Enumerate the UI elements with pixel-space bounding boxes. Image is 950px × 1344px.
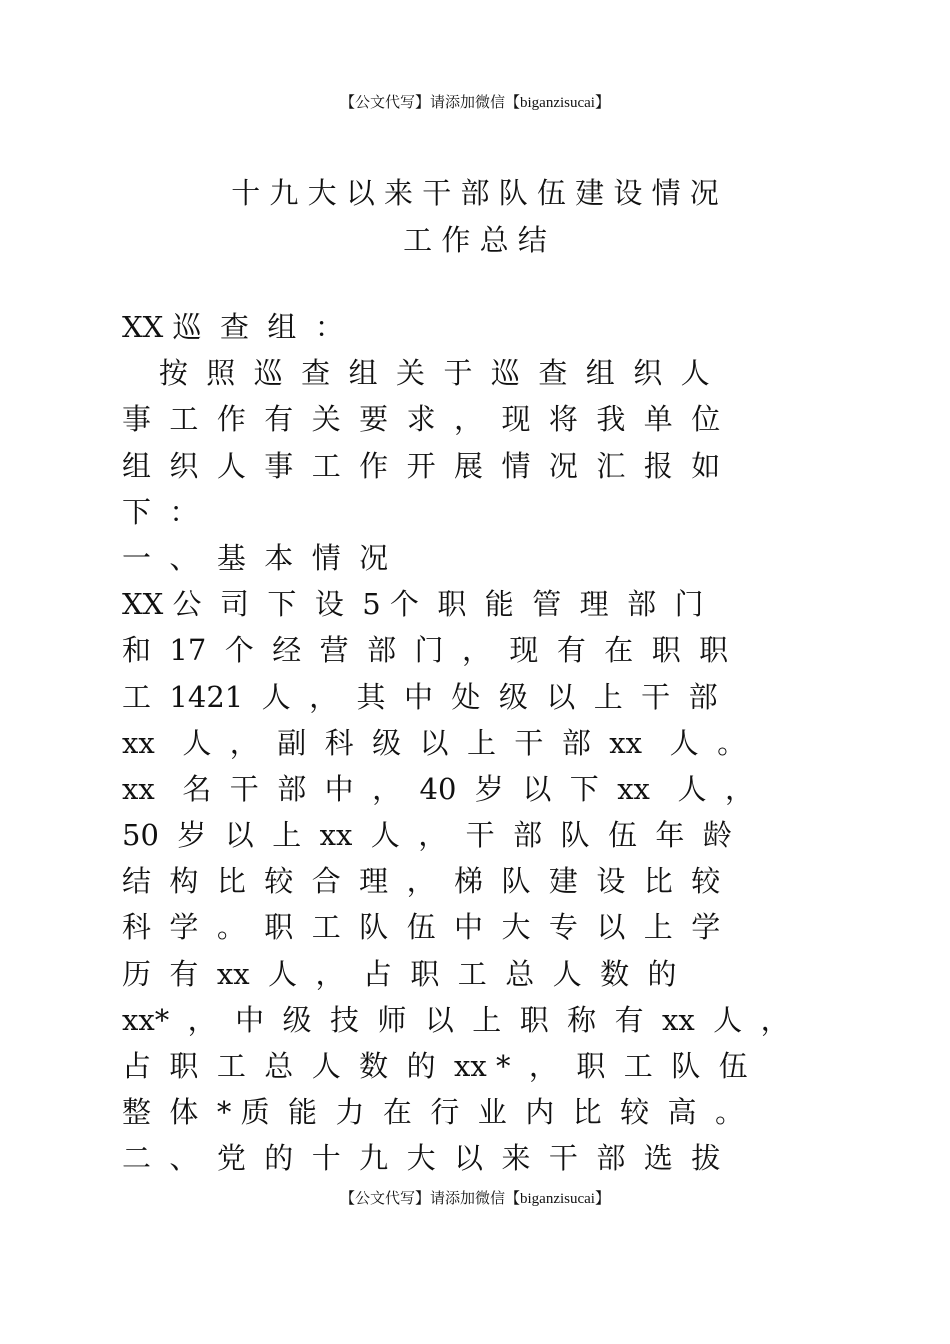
body-line: 整 体 * 质 能 力 在 行 业 内 比 较 高 。 <box>122 1095 744 1130</box>
page-header-watermark: 【公文代写】请添加微信【biganzisucai】 <box>340 95 610 111</box>
body-line: 50 岁 以 上 xx 人 ， 干 部 队 伍 年 龄 <box>122 818 732 853</box>
body-line: XX 公 司 下 设 5 个 职 能 管 理 部 门 <box>122 587 704 622</box>
body-line: 科 学 。 职 工 队 伍 中 大 专 以 上 学 <box>122 910 721 945</box>
body-line: 事 工 作 有 关 要 求 ， 现 将 我 单 位 <box>122 402 721 437</box>
body-line: 结 构 比 较 合 理 ， 梯 队 建 设 比 较 <box>122 864 721 899</box>
body-line: xx 人 ， 副 科 级 以 上 干 部 xx 人 。 <box>122 725 747 760</box>
body-line: 占 职 工 总 人 数 的 xx * ， 职 工 队 伍 <box>122 1049 748 1083</box>
body-line: xx 名 干 部 中 ， 40 岁 以 下 xx 人 ， <box>122 771 754 806</box>
body-line: 组 织 人 事 工 作 开 展 情 况 汇 报 如 <box>122 448 721 483</box>
document-body <box>122 304 862 1182</box>
body-line: 工 1421 人 ， 其 中 处 级 以 上 干 部 <box>122 679 718 714</box>
body-line: 历 有 xx 人 ， 占 职 工 总 人 数 的 <box>122 956 677 991</box>
page-footer-watermark: 【公文代写】请添加微信【biganzisucai】 <box>340 1191 610 1207</box>
document-title <box>122 170 828 264</box>
body-line: XX 巡 查 组 ： <box>122 310 344 344</box>
title-line-1: 十 九 大 以 来 干 部 队 伍 建 设 情 况 <box>231 176 719 210</box>
section-heading-2: 二 、 党 的 十 九 大 以 来 干 部 选 拔 <box>122 1141 721 1176</box>
body-line: 按 照 巡 查 组 关 于 巡 查 组 织 人 <box>122 356 710 391</box>
body-line: 下 ： <box>122 494 199 529</box>
section-heading-1: 一 、 基 本 情 况 <box>122 540 389 575</box>
body-line: xx* ， 中 级 技 师 以 上 职 称 有 xx 人 ， <box>122 1002 790 1037</box>
title-line-2: 工 作 总 结 <box>403 223 547 257</box>
body-line: 和 17 个 经 营 部 门 ， 现 有 在 职 职 <box>122 633 729 668</box>
